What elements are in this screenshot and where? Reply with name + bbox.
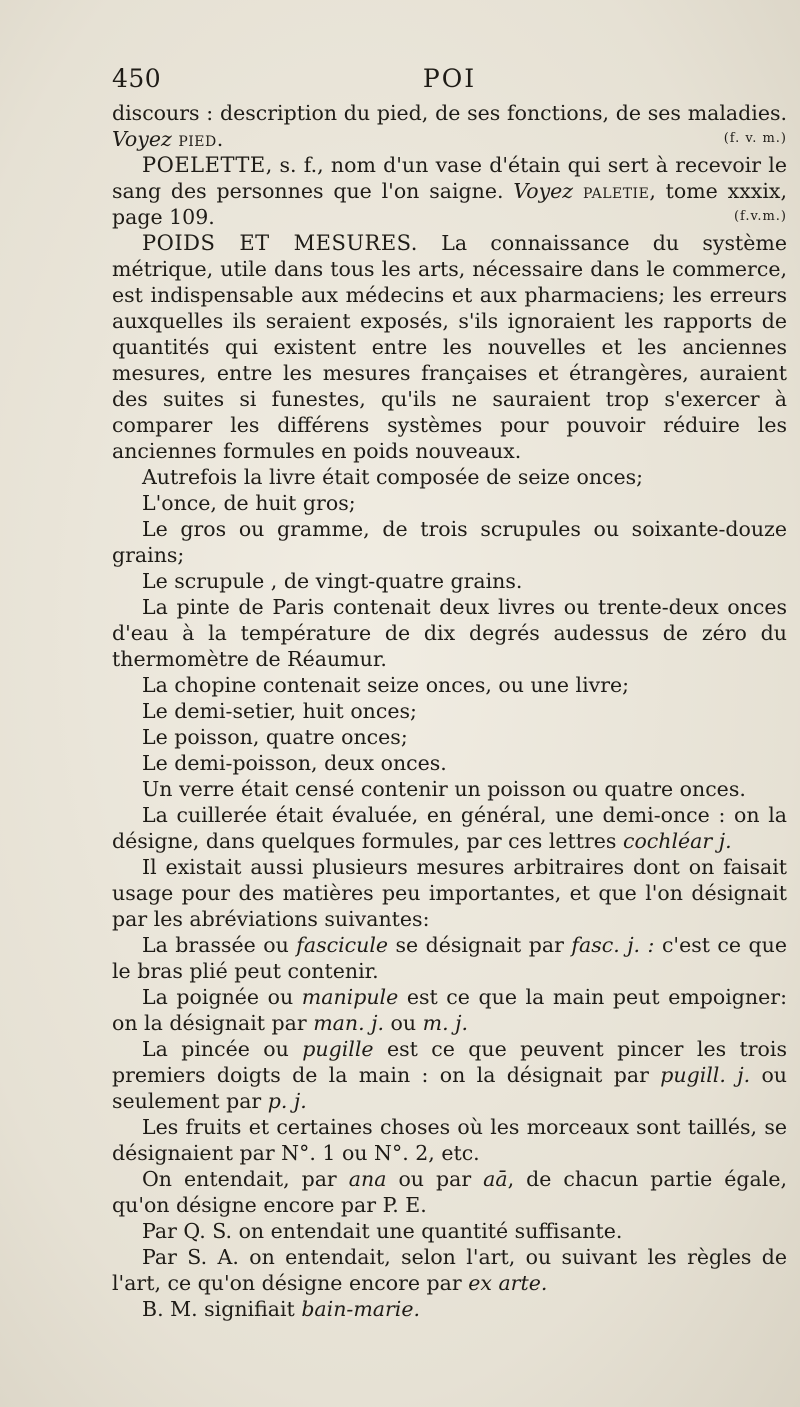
text-run: est ce que la main peut empoigner: on la désignait par: [112, 985, 787, 1035]
italic-run: ex arte.: [468, 1271, 548, 1295]
text-run: Par S. A. on entendait, selon l'art, ou suivant les règles de l'art, ce qu'on désigne encore par: [112, 1245, 787, 1295]
paragraph: Le gros ou gramme, de trois scrupules ou soixante-douze grains;: [112, 517, 787, 567]
text-run: , s. f., nom d'un vase d'étain qui sert à recevoir le sang des personnes que l'on saigne.: [112, 153, 787, 203]
text-run: ou par: [398, 1167, 472, 1191]
author-signature: (f.v.m.): [733, 209, 787, 224]
paragraph: Par Q. S. on entendait une quantité suffisante.: [142, 1219, 623, 1243]
paragraph: [112, 1296, 787, 1322]
text-run: ou: [390, 1011, 417, 1035]
italic-run: manipule: [301, 985, 399, 1009]
text-run: La connaissance du système métrique, utile dans tous les arts, nécessaire dans le commerce, est indispensable aux médecins et aux pharmaciens; les erreurs auxquelles ils seraient exposés, s'ils ignoraient les rapports de quantités qui existent entre les nouvelles et les anciennes mesures, entre les mesures françaises et étrangères, auraient des suites si funestes, qu'ils ne sauraient trop s'exercer à comparer les différens systèmes pour pouvoir réduire les anciennes formules en poids nouveaux.: [112, 231, 787, 463]
paragraph: Le demi-poisson, deux onces.: [142, 751, 447, 775]
paragraph: Le demi-setier, huit onces;: [142, 699, 417, 723]
italic-run: Voyez: [513, 179, 574, 203]
text-run: On entendait, par: [142, 1167, 337, 1191]
paragraph: L'once, de huit gros;: [142, 491, 356, 515]
author-signature: (f. v. m.): [723, 131, 787, 146]
paragraph: Le scrupule , de vingt-quatre grains.: [142, 569, 523, 593]
italic-run: man. j.: [313, 1011, 385, 1035]
entry-poelette: [112, 152, 787, 230]
text-run: , tome xxxix, page 109.: [112, 179, 787, 229]
entry-headword: POIDS ET MESURES.: [142, 231, 418, 255]
paragraph: Les fruits et certaines choses où les morceaux sont taillés, se désignaient par N°. 1 ou N°. 2, etc.: [112, 1115, 787, 1165]
text-run: est ce que peuvent pincer les trois premiers doigts de la main : on la désignait par: [112, 1037, 787, 1087]
text-run: , de chacun partie égale, qu'on désigne encore par P. E.: [112, 1167, 787, 1217]
page-number: 450: [112, 64, 162, 93]
small-caps-run: paletie: [582, 179, 650, 203]
italic-run: pugille: [302, 1037, 374, 1061]
paragraph: Il existait aussi plusieurs mesures arbitraires dont on faisait usage pour des matières peu importantes, et que l'on désignait par les abréviations suivantes:: [112, 855, 787, 931]
paragraph: Autrefois la livre était composée de seize onces;: [142, 465, 644, 489]
italic-run: aā: [483, 1167, 508, 1191]
body-text: [112, 100, 787, 1322]
paragraph: [112, 1036, 787, 1114]
paragraph: La pinte de Paris contenait deux livres ou trente-deux onces d'eau à la température de dix degrés audessus de zéro du thermomètre de Réaumur.: [112, 595, 787, 671]
italic-run: cochléar j.: [622, 829, 732, 853]
paragraph: [112, 802, 787, 854]
entry-poids-et-mesures: [112, 230, 787, 464]
text-run: discours : description du pied, de ses fonctions, de ses maladies.: [112, 101, 787, 125]
paragraph: La chopine contenait seize onces, ou une livre;: [142, 673, 630, 697]
running-head: POI: [422, 64, 477, 93]
text-run: La poignée ou: [142, 985, 294, 1009]
paragraph: [112, 100, 787, 152]
page-header: [112, 64, 787, 98]
text-run: La pincée ou: [142, 1037, 289, 1061]
paragraph: Un verre était censé contenir un poisson ou quatre onces.: [142, 777, 746, 801]
italic-run: fasc. j. :: [571, 933, 655, 957]
paragraph: [112, 984, 787, 1036]
entry-headword: POELETTE: [142, 153, 266, 177]
small-caps-run: pied.: [178, 127, 224, 151]
text-run: B. M. signifiait: [142, 1297, 295, 1321]
paragraph: Le poisson, quatre onces;: [142, 725, 408, 749]
italic-run: bain-marie.: [301, 1297, 421, 1321]
italic-run: p. j.: [267, 1089, 307, 1113]
italic-run: fascicule: [296, 933, 389, 957]
italic-run: pugill. j.: [660, 1063, 751, 1087]
text-run: c'est ce que le bras plié peut contenir.: [112, 933, 787, 983]
paragraph: [112, 1244, 787, 1296]
text-run: se désignait par: [395, 933, 564, 957]
paragraph: [112, 1166, 787, 1218]
text-run: ou seulement par: [112, 1063, 787, 1113]
paragraph: [112, 932, 787, 984]
italic-run: ana: [348, 1167, 387, 1191]
italic-run: Voyez: [112, 127, 172, 151]
italic-run: m. j.: [422, 1011, 468, 1035]
text-run: La brassée ou: [142, 933, 289, 957]
text-run: La cuillerée était évaluée, en général, une demi-once : on la désigne, dans quelques formules, par ces lettres: [112, 803, 787, 853]
